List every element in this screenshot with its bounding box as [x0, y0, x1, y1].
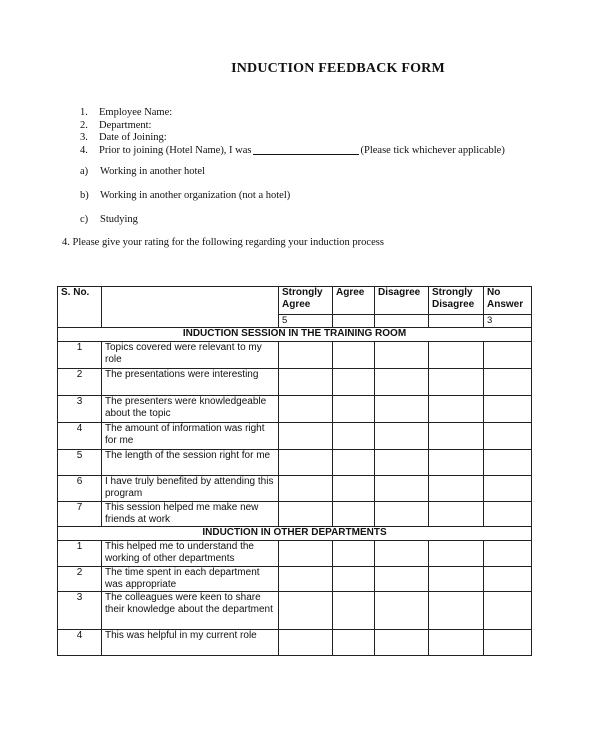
table-row — [58, 369, 532, 396]
rating-cell-no-answer[interactable] — [484, 342, 532, 369]
table-row — [58, 423, 532, 450]
question-number: 1. — [80, 107, 88, 118]
option-another-hotel[interactable] — [80, 166, 205, 177]
rating-cell-strongly-disagree[interactable] — [429, 342, 484, 369]
rating-cell-agree[interactable] — [333, 476, 375, 502]
code-strongly-agree: 5 — [279, 315, 333, 328]
row-number: 3 — [58, 592, 102, 630]
rating-cell-agree[interactable] — [333, 502, 375, 527]
option-text: Studying — [100, 214, 138, 225]
rating-cell-strongly-agree[interactable] — [279, 502, 333, 527]
row-statement: Topics covered were relevant to my role — [102, 342, 279, 369]
rating-cell-agree[interactable] — [333, 369, 375, 396]
table-header-row — [58, 287, 532, 315]
rating-cell-disagree[interactable] — [375, 369, 429, 396]
header-sno: S. No. — [58, 287, 102, 328]
rating-cell-strongly-disagree[interactable] — [429, 369, 484, 396]
table-row — [58, 450, 532, 476]
rating-cell-agree[interactable] — [333, 396, 375, 423]
rating-cell-strongly-agree[interactable] — [279, 592, 333, 630]
rating-cell-no-answer[interactable] — [484, 502, 532, 527]
row-number: 6 — [58, 476, 102, 502]
row-statement: The amount of information was right for me — [102, 423, 279, 450]
row-statement: This session helped me make new friends at work — [102, 502, 279, 527]
section-title: INDUCTION SESSION IN THE TRAINING ROOM — [58, 328, 532, 342]
rating-cell-strongly-agree[interactable] — [279, 450, 333, 476]
rating-cell-strongly-disagree[interactable] — [429, 567, 484, 592]
option-text: Working in another hotel — [100, 166, 206, 177]
rating-cell-strongly-disagree[interactable] — [429, 450, 484, 476]
option-letter: a) — [80, 166, 89, 177]
rating-cell-strongly-agree[interactable] — [279, 476, 333, 502]
option-studying[interactable] — [80, 214, 138, 225]
option-another-organization[interactable] — [80, 190, 290, 201]
rating-cell-agree[interactable] — [333, 541, 375, 567]
rating-cell-strongly-disagree[interactable] — [429, 476, 484, 502]
section-header-row — [58, 328, 532, 342]
header-description — [102, 287, 279, 328]
rating-cell-agree[interactable] — [333, 567, 375, 592]
rating-cell-disagree[interactable] — [375, 476, 429, 502]
row-statement: The length of the session right for me — [102, 450, 279, 476]
row-statement: The presentations were interesting — [102, 369, 279, 396]
row-number: 4 — [58, 423, 102, 450]
option-text: Working in another organization (not a hotel) — [100, 190, 291, 201]
rating-cell-disagree[interactable] — [375, 342, 429, 369]
rating-cell-strongly-disagree[interactable] — [429, 502, 484, 527]
table-row — [58, 396, 532, 423]
rating-cell-no-answer[interactable] — [484, 541, 532, 567]
form-title: INDUCTION FEEDBACK FORM — [231, 61, 445, 76]
question-number: 4. — [80, 144, 88, 156]
row-number: 2 — [58, 567, 102, 592]
header-strongly-disagree: Strongly Disagree — [429, 287, 484, 315]
option-letter: c) — [80, 214, 89, 225]
question-text: Department: — [99, 119, 152, 131]
rating-cell-strongly-disagree[interactable] — [429, 592, 484, 630]
question-number: 2. — [80, 119, 88, 131]
rating-cell-agree[interactable] — [333, 592, 375, 630]
rating-cell-agree[interactable] — [333, 630, 375, 656]
rating-cell-disagree[interactable] — [375, 541, 429, 567]
question-employee-name — [80, 107, 505, 120]
row-statement: This was helpful in my current role — [102, 630, 279, 656]
rating-cell-agree[interactable] — [333, 342, 375, 369]
code-agree — [333, 315, 375, 328]
rating-cell-strongly-agree[interactable] — [279, 369, 333, 396]
question-text: Date of Joining: — [99, 132, 167, 143]
row-statement: I have truly benefited by attending this program — [102, 476, 279, 502]
rating-cell-no-answer[interactable] — [484, 476, 532, 502]
row-number: 7 — [58, 502, 102, 527]
header-disagree: Disagree — [375, 287, 429, 315]
code-no-answer: 3 — [484, 315, 532, 328]
question-prior-to-joining — [80, 145, 505, 158]
rating-cell-disagree[interactable] — [375, 630, 429, 656]
row-number: 2 — [58, 369, 102, 396]
rating-cell-agree[interactable] — [333, 423, 375, 450]
rating-cell-disagree[interactable] — [375, 502, 429, 527]
rating-cell-strongly-disagree[interactable] — [429, 630, 484, 656]
rating-cell-strongly-agree[interactable] — [279, 630, 333, 656]
rating-cell-disagree[interactable] — [375, 450, 429, 476]
rating-cell-strongly-agree[interactable] — [279, 567, 333, 592]
row-number: 3 — [58, 396, 102, 423]
question-text: Employee Name: — [99, 107, 173, 118]
header-strongly-agree: Strongly Agree — [279, 287, 333, 315]
rating-cell-strongly-agree[interactable] — [279, 396, 333, 423]
row-statement: The presenters were knowledgeable about the topic — [102, 396, 279, 423]
rating-cell-no-answer[interactable] — [484, 630, 532, 656]
rating-cell-agree[interactable] — [333, 450, 375, 476]
code-disagree — [375, 315, 429, 328]
table-row — [58, 502, 532, 527]
question-text: Prior to joining (Hotel Name), I was — [99, 144, 252, 156]
rating-question: 4. Please give your rating for the following regarding your induction process — [62, 237, 384, 248]
rating-table — [57, 286, 532, 656]
row-number: 4 — [58, 630, 102, 656]
header-agree: Agree — [333, 287, 375, 315]
option-letter: b) — [80, 190, 89, 201]
rating-cell-no-answer[interactable] — [484, 567, 532, 592]
rating-cell-strongly-disagree[interactable] — [429, 396, 484, 423]
table-row — [58, 567, 532, 592]
table-row — [58, 476, 532, 502]
rating-cell-no-answer[interactable] — [484, 396, 532, 423]
rating-cell-strongly-agree[interactable] — [279, 423, 333, 450]
rating-cell-disagree[interactable] — [375, 396, 429, 423]
row-number: 1 — [58, 342, 102, 369]
row-number: 1 — [58, 541, 102, 567]
section-title: INDUCTION IN OTHER DEPARTMENTS — [58, 527, 532, 541]
rating-cell-no-answer[interactable] — [484, 592, 532, 630]
rating-cell-disagree[interactable] — [375, 423, 429, 450]
code-strongly-disagree — [429, 315, 484, 328]
table-sections — [58, 328, 532, 656]
row-statement: The time spent in each department was appropriate — [102, 567, 279, 592]
hotel-name-blank-line[interactable] — [253, 145, 359, 155]
rating-cell-strongly-agree[interactable] — [279, 541, 333, 567]
section-header-row — [58, 527, 532, 541]
rating-cell-no-answer[interactable] — [484, 450, 532, 476]
question-note: (Please tick whichever applicable) — [360, 144, 505, 156]
rating-cell-strongly-disagree[interactable] — [429, 541, 484, 567]
table-row — [58, 541, 532, 567]
rating-cell-strongly-agree[interactable] — [279, 342, 333, 369]
row-statement: The colleagues were keen to share their knowledge about the department — [102, 592, 279, 630]
table-row — [58, 630, 532, 656]
question-list — [80, 107, 505, 157]
table-row — [58, 342, 532, 369]
row-statement: This helped me to understand the working of other departments — [102, 541, 279, 567]
rating-cell-no-answer[interactable] — [484, 369, 532, 396]
rating-cell-strongly-disagree[interactable] — [429, 423, 484, 450]
header-no-answer: No Answer — [484, 287, 532, 315]
table-row — [58, 592, 532, 630]
row-number: 5 — [58, 450, 102, 476]
rating-cell-disagree[interactable] — [375, 592, 429, 630]
rating-cell-no-answer[interactable] — [484, 423, 532, 450]
question-number: 3. — [80, 132, 88, 143]
question-date-of-joining — [80, 132, 505, 145]
rating-cell-disagree[interactable] — [375, 567, 429, 592]
question-department — [80, 120, 505, 133]
